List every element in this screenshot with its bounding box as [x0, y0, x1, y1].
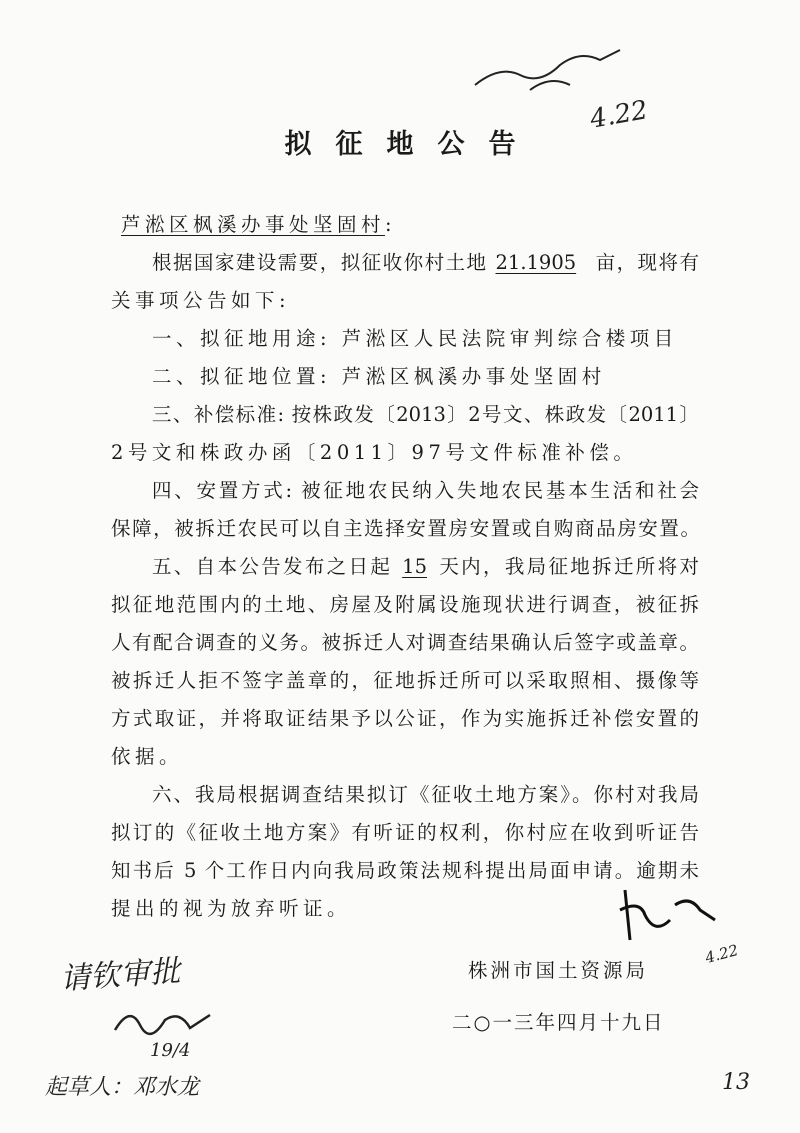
handwritten-approval-signature	[110, 1000, 220, 1044]
item-6-line-4: 提出的视为放弃听证。	[111, 897, 352, 920]
document-body	[111, 206, 699, 928]
intro-line-1	[111, 244, 699, 282]
days-count: 15	[402, 555, 427, 578]
signature-scribble	[470, 45, 630, 100]
handwritten-date-right: 4.22	[703, 940, 741, 968]
item-5-line-3: 人有配合调查的义务。被拆迁人对调查结果确认后签字或盖章。	[111, 631, 699, 654]
issue-date: 二○一三年四月十九日	[452, 1011, 665, 1034]
item-5-line-6: 依据。	[111, 745, 184, 768]
handwritten-page-mark: 13	[722, 1070, 750, 1095]
handwritten-approval-date: 19/4	[150, 1040, 191, 1061]
item-6-line-1: 六、我局根据调查结果拟订《征收土地方案》。你村对我局	[152, 783, 699, 806]
addressee-line	[111, 206, 699, 244]
signature-scribble-approval	[110, 1000, 220, 1040]
item-5-text-after: 天内，我局征地拆迁所将对	[436, 555, 699, 578]
issuer: 株洲市国土资源局	[468, 959, 649, 982]
addressee-colon: :	[385, 213, 397, 236]
addressee: 芦淞区枫溪办事处坚固村	[121, 213, 386, 236]
handwritten-approval: 请钦审批	[59, 953, 182, 998]
item-5-text: 五、自本公告发布之日起	[152, 555, 393, 578]
intro-text-after: 亩，现将有	[594, 251, 699, 274]
item-5-line-4: 被拆迁人拒不签字盖章的，征地拆迁所可以采取照相、摄像等	[111, 669, 699, 692]
land-area: 21.1905	[495, 251, 577, 274]
item-6-line-3: 知书后 5 个工作日内向我局政策法规科提出局面申请。逾期未	[111, 859, 699, 882]
intro-line-2: 关事项公告如下:	[111, 289, 291, 312]
item-1: 一、拟征地用途: 芦淞区人民法院审判综合楼项目	[152, 327, 678, 350]
document-title: 拟征地公告	[284, 129, 540, 160]
handwritten-drafter: 起草人：邓水龙	[45, 1075, 200, 1100]
handwritten-date-top: 4.22	[587, 95, 651, 135]
item-5-line-2: 拟征地范围内的土地、房屋及附属设施现状进行调查，被征拆	[111, 593, 699, 616]
item-4-line-1: 四、安置方式: 被征地农民纳入失地农民基本生活和社会	[152, 479, 699, 502]
item-5-line-1	[111, 548, 699, 586]
item-6-line-2: 拟订的《征收土地方案》有听证的权利，你村应在收到听证告	[111, 821, 699, 844]
handwritten-signature-right	[615, 880, 735, 954]
item-4-line-2: 保障，被拆迁农民可以自主选择安置房安置或自购商品房安置。	[111, 517, 699, 540]
item-3-line-1: 三、补偿标准: 按株政发〔2013〕2号文、株政发〔2011〕	[152, 403, 699, 426]
intro-text: 根据国家建设需要，拟征收你村土地	[152, 251, 488, 274]
item-2: 二、拟征地位置: 芦淞区枫溪办事处坚固村	[152, 365, 606, 388]
item-3-line-2: 2号文和株政办函〔2011〕97号文件标准补偿。	[111, 441, 638, 464]
item-5-line-5: 方式取证，并将取证结果予以公证，作为实施拆迁补偿安置的	[111, 707, 699, 730]
handwritten-signature-top	[470, 45, 620, 95]
signature-scribble-right	[615, 880, 735, 950]
